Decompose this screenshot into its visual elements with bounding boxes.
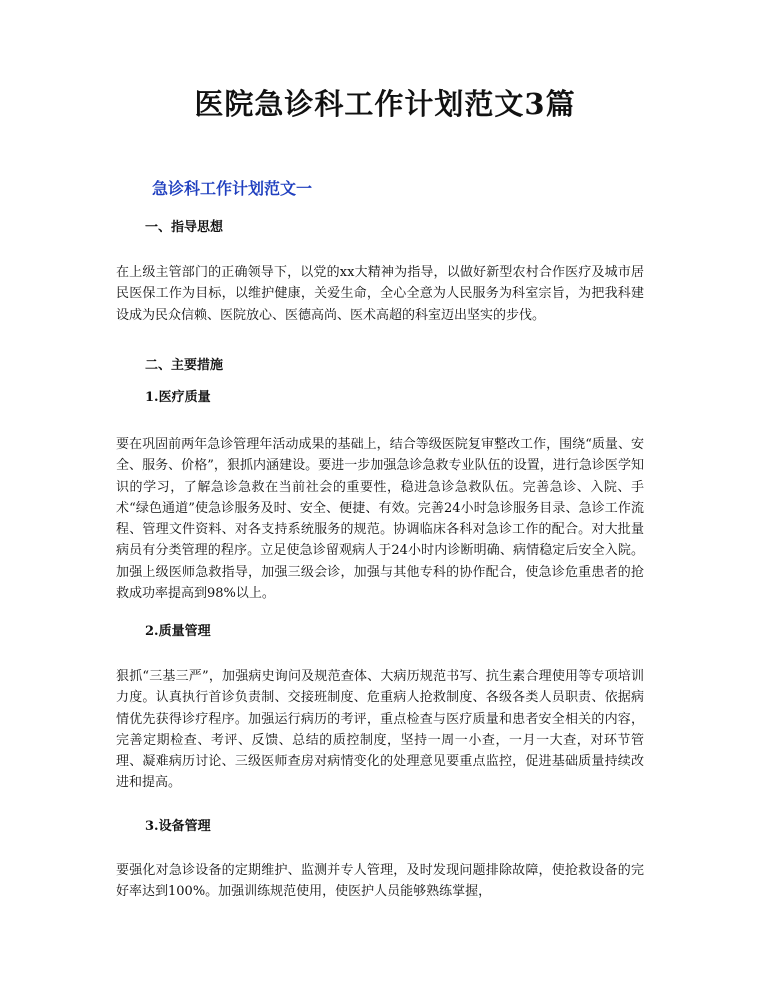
paragraph-equipment-management: 要强化对急诊设备的定期维护、监测并专人管理，及时发现问题排除故障，使抢救设备的完好率达到100%。加强训练规范使用，使医护人员能够熟练掌握， — [116, 863, 644, 900]
heading-medical-quality: 1.医疗质量 — [145, 390, 211, 405]
paragraph-quality-management: 狠抓“三基三严”，加强病史询问及规范查体、大病历规范书写、抗生素合理使用等专项培训力度。认真执行首诊负责制、交接班制度、危重病人抢救制度、各级各类人员职责、依据病情优先获得诊疗程序。加强运行病历的考评，重点检查与医疗质量和患者安全相关的内容，完善定期检查、考评、反馈、总结的质控制度，坚持一周一小查，一月一大查，对环节管理、凝难病历讨论、三级医师查房对病情变化的处理意见要重点监控，促进基础质量持续改进和提高。 — [116, 669, 644, 791]
section-subtitle: 急诊科工作计划范文一 — [152, 179, 313, 198]
document-title: 医院急诊科工作计划范文3篇 — [194, 87, 576, 121]
paragraph-guiding-ideology: 在上级主管部门的正确领导下，以党的xx大精神为指导，以做好新型农村合作医疗及城市居民医保工作为目标，以维护健康，关爱生命，全心全意为人民服务为科室宗旨，为把我科建设成为民众信赖、医院放心、医德高尚、医术高超的科室迈出坚实的步伐。 — [116, 265, 644, 323]
paragraph-medical-quality: 要在巩固前两年急诊管理年活动成果的基础上，结合等级医院复审整改工作，围绕“质量、安全、服务、价格”，狠抓内涵建设。要进一步加强急诊急救专业队伍的设置，进行急诊医学知识的学习，了解急诊急救在当前社会的重要性，稳进急诊急救队伍。完善急诊、入院、手术“绿色通道”使急诊服务及时、安全、便捷、有效。完善24小时急诊服务目录、急诊工作流程、管理文件资料、对各支持系统服务的规范。协调临床各科对急诊工作的配合。对大批量病员有分类管理的程序。立足使急诊留观病人于24小时内诊断明确、病情稳定后安全入院。加强上级医师急救指导，加强三级会诊，加强与其他专科的协作配合，使急诊危重患者的抢救成功率提高到98%以上。 — [116, 437, 644, 602]
heading-equipment-management: 3.设备管理 — [145, 819, 211, 834]
heading-main-measures: 二、主要措施 — [145, 358, 224, 373]
heading-guiding-ideology: 一、指导思想 — [145, 220, 224, 235]
heading-quality-management: 2.质量管理 — [145, 624, 211, 639]
